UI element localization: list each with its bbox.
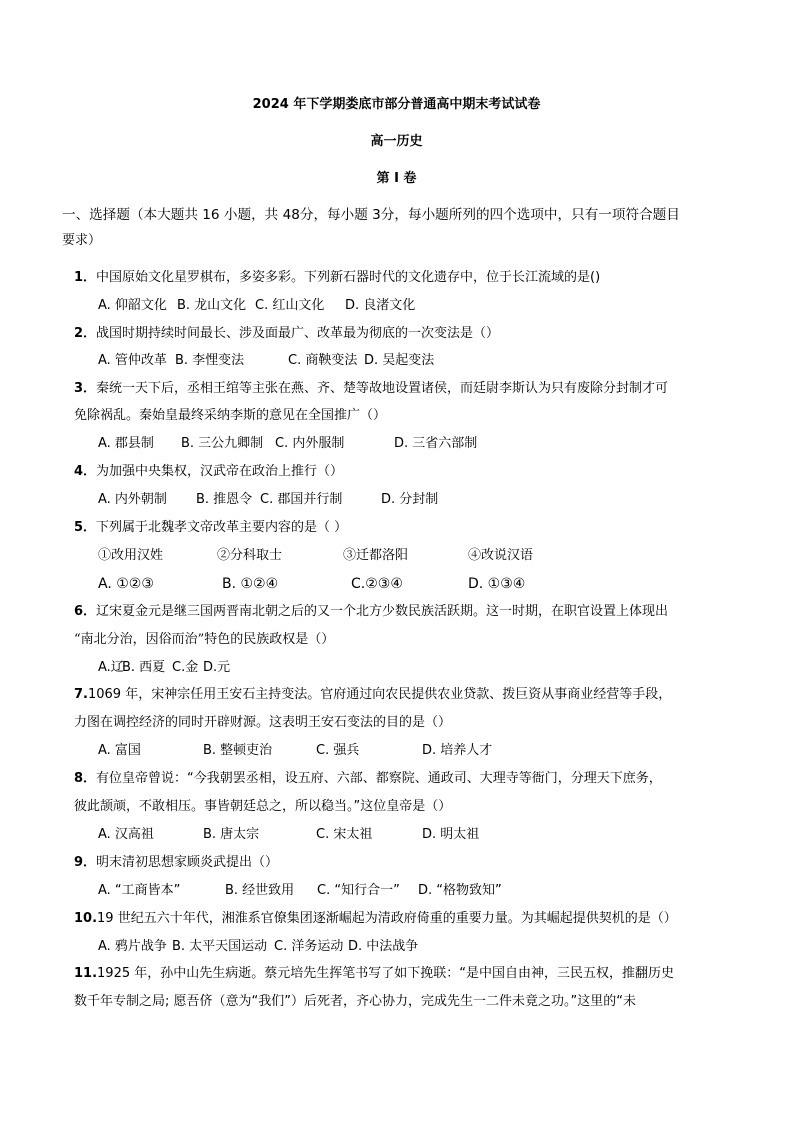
statement-1: ①改用汉姓 [98, 548, 164, 563]
question-7-cont: 力图在调控经济的同时开辟财源。这表明王安石变法的目的是（） [74, 715, 452, 730]
option-a: A. 富国 [98, 743, 141, 758]
question-5-items [0, 548, 793, 564]
question-10: 10.19 世纪五六十年代，湘淮系官僚集团逐渐崛起为清政府倚重的重要力量。为其崛起提供契机的是（） [74, 911, 677, 926]
option-a: A.辽 [98, 660, 124, 675]
option-b: B. 三公九卿制 [181, 436, 264, 451]
option-b: B. 李悝变法 [175, 353, 245, 368]
statement-2: ②分科取士 [217, 548, 283, 563]
option-d: D. ①③④ [468, 576, 526, 592]
option-d: D. 吴起变法 [364, 353, 435, 368]
option-b: B. ①②④ [222, 576, 279, 592]
option-d: D. 中法战争 [348, 939, 419, 954]
question-4: 4．为加强中央集权，汉武帝在政治上推行（） [74, 464, 344, 479]
section-instructions: 一、选择题（本大题共 16 小题，共 48分，每小题 3分，每小题所列的四个选项中，只有一项符合题目 [62, 207, 680, 223]
option-b: B. 太平天国运动 [172, 939, 268, 954]
option-d: D. 三省六部制 [394, 436, 478, 451]
question-6: 6．辽宋夏金元是继三国两晋南北朝之后的又一个北方少数民族活跃期。这一时期，在职官设置上体现出 [74, 604, 669, 619]
section-instructions-cont: 要求） [62, 233, 102, 248]
question-7-options [0, 743, 793, 759]
volume-label: 第 I 卷 [376, 171, 417, 186]
option-a: A. 管仲改革 [98, 353, 167, 368]
question-8: 8．有位皇帝曾说：“今我朝罢丞相，设五府、六部、都察院、通政司、大理寺等衙门，分理天下庶务， [74, 771, 662, 786]
question-2: 2．战国时期持续时间最长、涉及面最广、改革最为彻底的一次变法是（） [74, 326, 500, 341]
question-9: 9．明末清初思想家顾炎武提出（） [74, 855, 279, 870]
option-c: C. 宋太祖 [316, 827, 373, 842]
statement-4: ④改说汉语 [468, 548, 534, 563]
option-a: A. 仰韶文化 [98, 298, 167, 313]
option-a: A. “工商皆本” [98, 883, 181, 898]
question-4-options [0, 492, 793, 508]
question-7: 7.1069 年，宋神宗任用王安石主持变法。官府通过向农民提供农业贷款、拨巨资从事商业经营等手段， [74, 687, 672, 702]
option-b: B. 唐太宗 [203, 827, 260, 842]
option-c: C. “知行合一” [317, 883, 400, 898]
option-d: D. 良渚文化 [345, 298, 416, 313]
option-d: D. 培养人才 [422, 743, 493, 758]
option-b: B. 经世致用 [225, 883, 295, 898]
question-8-options [0, 827, 793, 843]
question-5-options [0, 576, 793, 592]
option-d: D.元 [203, 660, 231, 675]
statement-3: ③迁都洛阳 [343, 548, 409, 563]
question-10-options [0, 939, 793, 955]
option-a: A. 鸦片战争 [98, 939, 167, 954]
option-b: B. 西夏 [122, 660, 166, 675]
option-a: A. 内外朝制 [98, 492, 167, 507]
question-11-cont: 数千年专制之局; 愿吾侪（意为“我们”）后死者，齐心协力，完成先生一二件未竟之功。”这里的“未 [74, 994, 636, 1009]
subject-title: 高一历史 [370, 134, 423, 149]
question-3: 3．秦统一天下后，丞相王绾等主张在燕、齐、楚等故地设置诸侯，而廷尉李斯认为只有废除分封制才可 [74, 381, 669, 396]
question-5: 5．下列属于北魏孝文帝改革主要内容的是（ ） [74, 520, 348, 535]
question-6-cont: “南北分治，因俗而治”特色的民族政权是（） [74, 632, 335, 647]
option-a: A. 汉高祖 [98, 827, 154, 842]
question-3-cont: 免除祸乱。秦始皇最终采纳李斯的意见在全国推广（） [74, 408, 387, 423]
question-9-options [0, 883, 793, 899]
option-a: A. 郡县制 [98, 436, 154, 451]
option-d: D. 明太祖 [422, 827, 480, 842]
option-b: B. 龙山文化 [177, 298, 247, 313]
question-1-options [0, 298, 793, 314]
option-c: C.金 [172, 660, 199, 675]
option-c: C. 红山文化 [255, 298, 325, 313]
option-c: C.②③④ [351, 576, 403, 592]
option-c: C. 内外服制 [275, 436, 345, 451]
question-11: 11.1925 年，孙中山先生病逝。蔡元培先生挥笔书写了如下挽联：“是中国自由神，三民五权，推翻历史 [74, 966, 674, 981]
option-c: C. 洋务运动 [274, 939, 344, 954]
question-1: 1．中国原始文化星罗棋布，多姿多彩。下列新石器时代的文化遗存中，位于长江流域的是() [74, 270, 601, 285]
option-b: B. 整顿吏治 [203, 743, 273, 758]
option-a: A. ①②③ [98, 576, 154, 592]
option-c: C. 郡国并行制 [260, 492, 343, 507]
question-2-options [0, 353, 793, 369]
option-d: D. “格物致知” [418, 883, 502, 898]
option-c: C. 强兵 [316, 743, 360, 758]
question-3-options [0, 436, 793, 452]
option-b: B. 推恩令 [196, 492, 253, 507]
option-c: C. 商鞅变法 [288, 353, 358, 368]
exam-title: 2024 年下学期娄底市部分普通高中期末考试试卷 [252, 97, 541, 112]
question-6-options [0, 660, 793, 676]
question-8-cont: 彼此颉颃，不敢相压。事皆朝廷总之，所以稳当。”这位皇帝是（） [74, 799, 452, 814]
option-d: D. 分封制 [381, 492, 439, 507]
